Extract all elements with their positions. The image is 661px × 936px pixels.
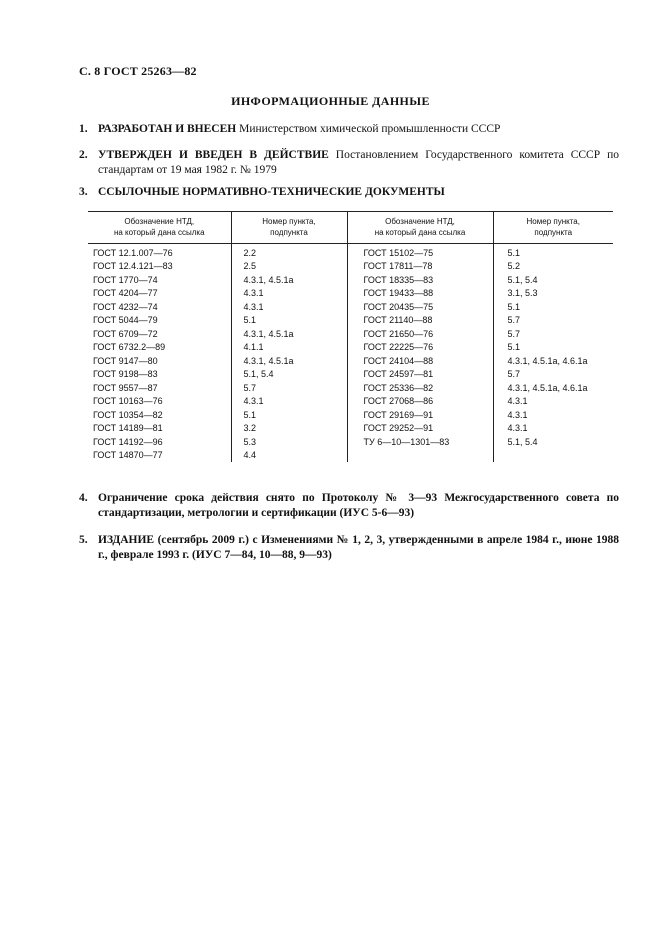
table-row: [88, 449, 613, 463]
header-point-2: Номер пункта, подпункта: [493, 212, 613, 244]
point-cell: 5.1: [231, 408, 347, 422]
item-lead: УТВЕРЖДЕН И ВВЕДЕН В ДЕЙСТВИЕ: [98, 149, 329, 161]
point-cell: 3.2: [231, 422, 347, 436]
item-number: 3.: [79, 186, 88, 198]
table-row: [88, 408, 613, 422]
info-item-2: [79, 148, 619, 178]
ntd-cell: ГОСТ 12.1.007—76: [88, 244, 231, 260]
point-cell: 5.1, 5.4: [507, 274, 538, 285]
item-lead: РАЗРАБОТАН И ВНЕСЕН: [98, 123, 237, 135]
item-text: Ограничение срока действия снято по Протоколу № 3—93 Межгосударственного совета по стандартизации, метрологии и сертификации (ИУС 5-6—93): [98, 492, 619, 519]
ntd-cell: ГОСТ 18335—83: [347, 273, 493, 287]
ntd-cell: ГОСТ 4232—74: [88, 300, 231, 314]
page-header: С. 8 ГОСТ 25263—82: [79, 64, 197, 78]
ntd-cell: ГОСТ 21650—76: [347, 327, 493, 341]
table-row: [88, 327, 613, 341]
item-lead: ССЫЛОЧНЫЕ НОРМАТИВНО-ТЕХНИЧЕСКИЕ ДОКУМЕНТЫ: [98, 186, 445, 198]
point-cell: 4.3.1, 4.5.1а, 4.6.1а: [507, 382, 588, 393]
point-cell: 5.1, 5.4: [231, 368, 347, 382]
ntd-cell: ГОСТ 9147—80: [88, 354, 231, 368]
item-number: 5.: [79, 534, 88, 546]
ntd-cell: ГОСТ 24104—88: [347, 354, 493, 368]
point-cell: 3.1, 5.3: [507, 288, 538, 299]
info-item-3: [79, 185, 619, 200]
point-cell: 5.1: [507, 342, 521, 353]
point-cell: 2.2: [231, 244, 347, 260]
section-title: ИНФОРМАЦИОННЫЕ ДАННЫЕ: [231, 94, 430, 108]
point-cell: 5.7: [507, 315, 521, 326]
ntd-cell: ГОСТ 21140—88: [347, 314, 493, 328]
header-ntd-1: Обозначение НТД, на который дана ссылка: [88, 212, 231, 244]
ntd-cell: ГОСТ 9198—83: [88, 368, 231, 382]
ntd-cell: ГОСТ 5044—79: [88, 314, 231, 328]
point-cell: 4.3.1: [507, 409, 528, 420]
item-number: 1.: [79, 123, 88, 135]
point-cell: 5.1, 5.4: [507, 436, 538, 447]
item-text: Министерством химической промышленности СССР: [236, 123, 501, 135]
point-cell: [493, 449, 613, 463]
point-cell: 5.3: [231, 435, 347, 449]
ntd-cell: ГОСТ 19433—88: [347, 287, 493, 301]
ntd-cell: ГОСТ 15102—75: [347, 244, 493, 260]
point-cell: 4.3.1: [507, 396, 528, 407]
table-row: [88, 341, 613, 355]
point-cell: 4.4: [231, 449, 347, 463]
header-point-1: Номер пункта, подпункта: [231, 212, 347, 244]
ntd-cell: ГОСТ 9557—87: [88, 381, 231, 395]
table-row: [88, 395, 613, 409]
point-cell: 4.1.1: [231, 341, 347, 355]
item-number: 4.: [79, 492, 88, 504]
point-cell: 5.2: [507, 261, 521, 272]
ntd-cell: ГОСТ 14192—96: [88, 435, 231, 449]
ntd-cell: ГОСТ 17811—78: [347, 260, 493, 274]
ntd-cell: ГОСТ 6732.2—89: [88, 341, 231, 355]
ntd-cell: ГОСТ 29169—91: [347, 408, 493, 422]
table-row: [88, 368, 613, 382]
ntd-cell: ГОСТ 14870—77: [88, 449, 231, 463]
table-row: [88, 287, 613, 301]
table-row: [88, 314, 613, 328]
info-item-5: [79, 533, 619, 563]
ntd-cell: ГОСТ 1770—74: [88, 273, 231, 287]
references-table: [88, 211, 613, 462]
table-row: [88, 435, 613, 449]
table-row: [88, 244, 613, 260]
ntd-cell: ГОСТ 20435—75: [347, 300, 493, 314]
header-ntd-2: Обозначение НТД, на который дана ссылка: [347, 212, 493, 244]
table-row: [88, 260, 613, 274]
point-cell: 5.1: [231, 314, 347, 328]
info-item-4: [79, 491, 619, 521]
ntd-cell: ГОСТ 25336—82: [347, 381, 493, 395]
point-cell: 5.1: [507, 301, 521, 312]
point-cell: 4.3.1, 4.5.1а, 4.6.1а: [507, 355, 588, 366]
point-cell: 4.3.1: [507, 423, 528, 434]
table-row: [88, 273, 613, 287]
item-text: Постановлением Государственного комитета СССР по стандартам от 19 мая 1982 г. № 1979: [98, 149, 619, 176]
point-cell: 5.7: [507, 328, 521, 339]
point-cell: 5.7: [231, 381, 347, 395]
ntd-cell: ТУ 6—10—1301—83: [347, 435, 493, 449]
point-cell: 4.3.1, 4.5.1а: [231, 327, 347, 341]
point-cell: 2.5: [231, 260, 347, 274]
point-cell: 4.3.1, 4.5.1а: [231, 273, 347, 287]
table-row: [88, 381, 613, 395]
info-item-1: [79, 122, 619, 137]
ntd-cell: ГОСТ 6709—72: [88, 327, 231, 341]
table-row: [88, 300, 613, 314]
ntd-cell: ГОСТ 10163—76: [88, 395, 231, 409]
point-cell: 5.1: [507, 247, 521, 258]
table-row: [88, 354, 613, 368]
ntd-cell: ГОСТ 22225—76: [347, 341, 493, 355]
ntd-cell: ГОСТ 14189—81: [88, 422, 231, 436]
ntd-cell: [347, 449, 493, 463]
point-cell: 4.3.1, 4.5.1а: [231, 354, 347, 368]
ntd-cell: ГОСТ 12.4.121—83: [88, 260, 231, 274]
point-cell: 4.3.1: [231, 395, 347, 409]
point-cell: 4.3.1: [231, 287, 347, 301]
ntd-cell: ГОСТ 4204—77: [88, 287, 231, 301]
point-cell: 4.3.1: [231, 300, 347, 314]
table-row: [88, 422, 613, 436]
ntd-cell: ГОСТ 24597—81: [347, 368, 493, 382]
item-lead: ИЗДАНИЕ: [98, 534, 155, 546]
ntd-cell: ГОСТ 10354—82: [88, 408, 231, 422]
ntd-cell: ГОСТ 27068—86: [347, 395, 493, 409]
item-number: 2.: [79, 149, 88, 161]
table-header-row: [88, 212, 613, 244]
item-text: (сентябрь 2009 г.) с Изменениями № 1, 2, 3, утвержденными в апреле 1984 г., июне 1988 г., феврале 1993 г. (ИУС 7—84, 10—88, 9—93): [98, 534, 619, 561]
point-cell: 5.7: [507, 369, 521, 380]
ntd-cell: ГОСТ 29252—91: [347, 422, 493, 436]
